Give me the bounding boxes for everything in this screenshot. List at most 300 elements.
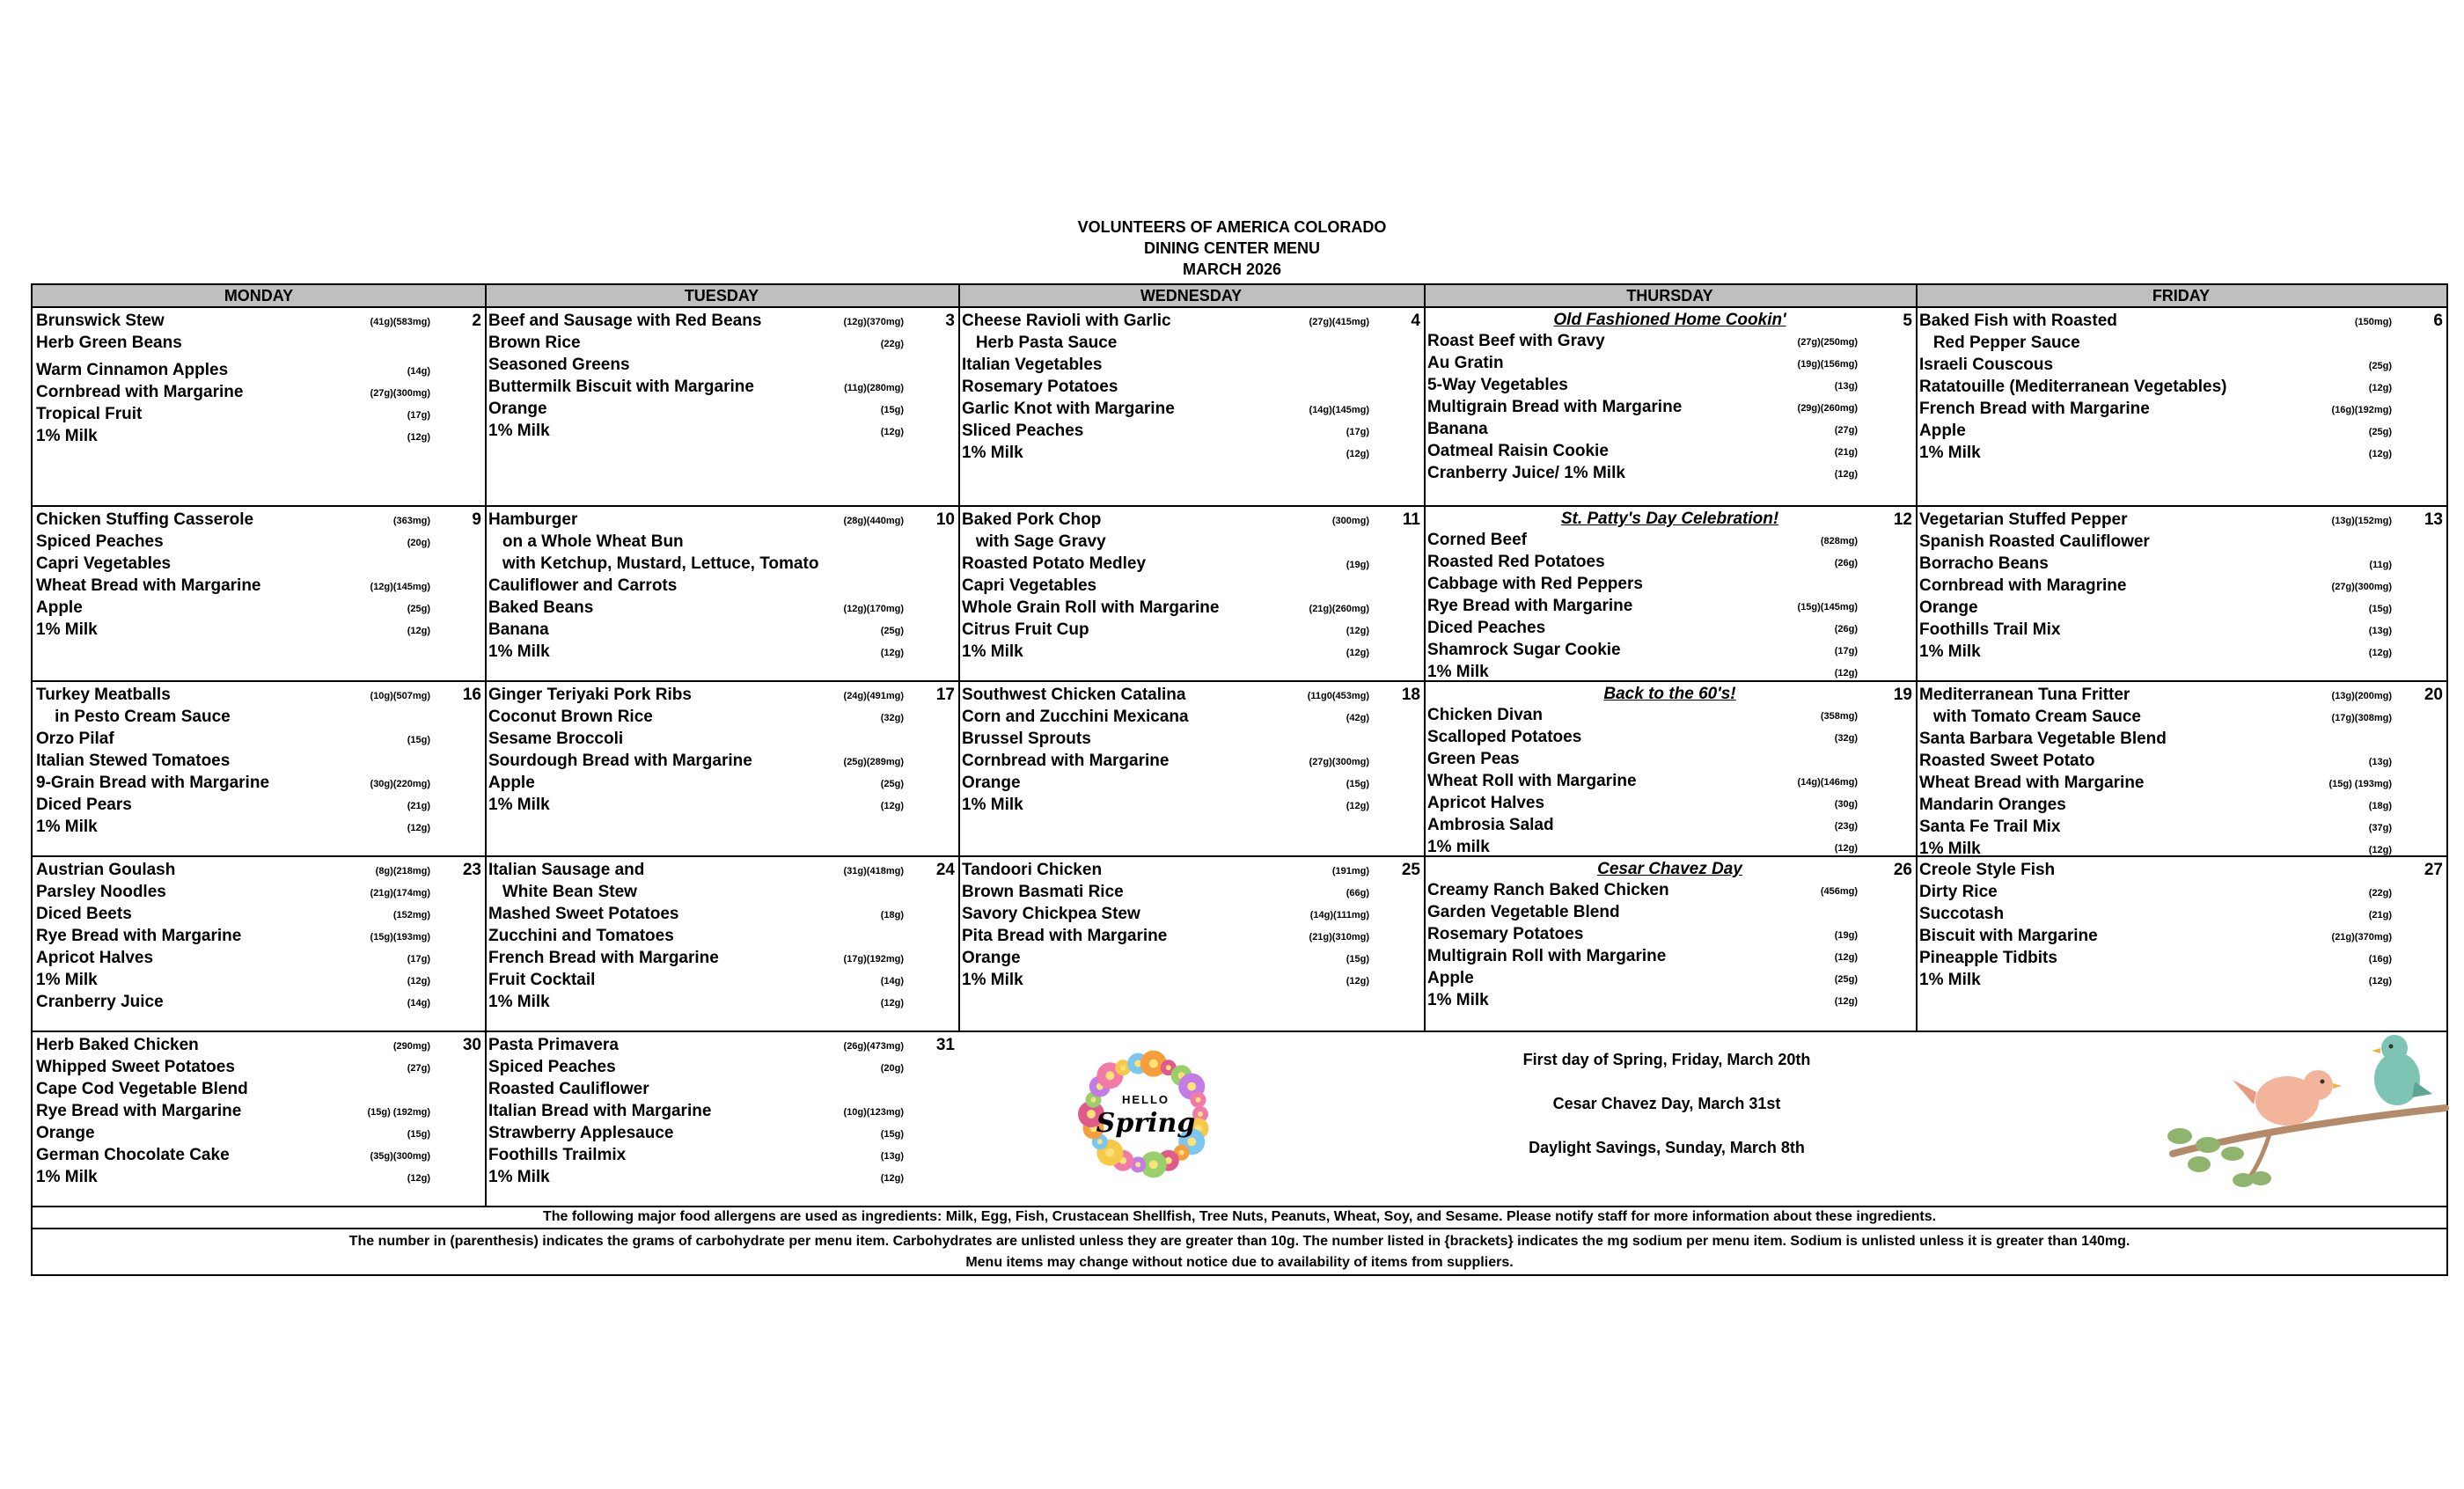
nutrition-info: (15g) (193mg)	[2328, 779, 2392, 789]
menu-item: Herb Pasta Sauce	[962, 334, 1118, 352]
nutrition-info: (13g)(152mg)	[2331, 516, 2392, 526]
nutrition-info: (26g)	[1834, 558, 1858, 568]
menu-cell	[1916, 308, 2446, 505]
menu-item: Pasta Primavera	[488, 1036, 619, 1054]
menu-item: Cornbread with Margarine	[962, 752, 1170, 770]
menu-item: Multigrain Bread with Margarine	[1427, 398, 1683, 416]
nutrition-info: (25g)	[880, 779, 904, 789]
menu-item: Baked Fish with Roasted	[1919, 312, 2117, 330]
menu-item: with Sage Gravy	[962, 532, 1106, 551]
menu-item: Hamburger	[488, 510, 578, 529]
day-number: 16	[462, 686, 481, 704]
menu-cell	[485, 1032, 958, 1206]
nutrition-info: (12g)	[407, 976, 430, 987]
day-header-tuesday: TUESDAY	[684, 287, 759, 304]
menu-item: Turkey Meatballs	[36, 686, 171, 704]
menu-cell	[1424, 857, 1916, 1031]
menu-item: Brunswick Stew	[36, 312, 165, 330]
nutrition-info: (18g)	[2368, 801, 2392, 811]
nutrition-info: (12g)	[1834, 843, 1858, 854]
menu-item: Apple	[1427, 969, 1474, 987]
carb-note: The number in (parenthesis) indicates the grams of carbohydrate per menu item. Carbohydrates are unlisted unless they are greater than 10g. The number listed in {brackets} indicates the mg sodium per menu item. Sodium is unlisted unless it is greater than 140mg.	[348, 1234, 2130, 1249]
menu-item: Rye Bread with Margarine	[36, 1102, 242, 1120]
day-number: 23	[462, 861, 481, 879]
menu-item: 1% Milk	[36, 620, 98, 639]
menu-month: MARCH 2026	[1182, 260, 1282, 278]
menu-item: Corn and Zucchini Mexicana	[962, 708, 1189, 726]
birds-on-branch-icon	[2164, 1031, 2454, 1193]
nutrition-info: (27g)(250mg)	[1797, 337, 1858, 348]
nutrition-info: (41g)(583mg)	[370, 317, 430, 327]
menu-item: 1% Milk	[1919, 444, 1981, 462]
menu-item: Cauliflower and Carrots	[488, 576, 678, 595]
day-header-row	[33, 285, 2446, 308]
nutrition-info: (25g)	[880, 626, 904, 636]
menu-item: Green Peas	[1427, 750, 1520, 768]
nutrition-info: (12g)(145mg)	[370, 582, 430, 592]
calendar-notes	[958, 1031, 2446, 1206]
nutrition-info: (15g)(193mg)	[370, 932, 430, 943]
menu-item: Borracho Beans	[1919, 554, 2049, 573]
menu-item: Cheese Ravioli with Garlic	[962, 312, 1171, 330]
nutrition-info: (21g)(310mg)	[1309, 932, 1369, 943]
nutrition-info: (28g)(440mg)	[843, 516, 904, 526]
special-day-title: Cesar Chavez Day	[1597, 860, 1742, 878]
menu-item: Pineapple Tidbits	[1919, 949, 2057, 967]
menu-item: Whole Grain Roll with Margarine	[962, 598, 1220, 617]
menu-item: Diced Pears	[36, 796, 132, 814]
menu-item: 1% Milk	[36, 427, 98, 445]
menu-item: Italian Vegetables	[962, 356, 1103, 374]
day-number: 27	[2424, 861, 2443, 879]
nutrition-info: (358mg)	[1820, 711, 1858, 722]
menu-item: Beef and Sausage with Red Beans	[488, 312, 762, 330]
day-number: 6	[2433, 312, 2443, 330]
day-number: 12	[1893, 510, 1912, 529]
org-name: VOLUNTEERS OF AMERICA COLORADO	[1077, 218, 1387, 236]
nutrition-info: (25g)(289mg)	[843, 757, 904, 767]
nutrition-info: (21g)(260mg)	[1309, 604, 1369, 614]
menu-item: Brown Basmati Rice	[962, 883, 1124, 901]
nutrition-info: (20g)	[407, 538, 430, 548]
menu-item: Creamy Ranch Baked Chicken	[1427, 881, 1669, 899]
menu-item: Scalloped Potatoes	[1427, 728, 1582, 746]
nutrition-info: (12g)	[1346, 648, 1369, 658]
menu-item: 1% Milk	[1919, 971, 1981, 989]
menu-item: 1% Milk	[488, 642, 550, 661]
day-number: 2	[472, 312, 481, 330]
menu-item: Succotash	[1919, 905, 2005, 923]
menu-item: Chicken Stuffing Casserole	[36, 510, 254, 529]
menu-item: Cabbage with Red Peppers	[1427, 575, 1643, 593]
menu-item: in Pesto Cream Sauce	[36, 708, 231, 726]
nutrition-info: (15g)	[407, 735, 430, 745]
menu-item: Tropical Fruit	[36, 405, 143, 423]
menu-item: Cornbread with Margarine	[36, 383, 244, 401]
menu-item: Au Gratin	[1427, 354, 1504, 372]
menu-item: Apple	[488, 774, 535, 792]
day-number: 18	[1401, 686, 1420, 704]
nutrition-info: (15g)(145mg)	[1797, 602, 1858, 612]
menu-item: 1% Milk	[962, 444, 1023, 462]
menu-item: 1% Milk	[962, 796, 1023, 814]
menu-item: Capri Vegetables	[962, 576, 1097, 595]
nutrition-info: (22g)	[880, 339, 904, 349]
menu-item: Wheat Bread with Margarine	[1919, 774, 2145, 792]
menu-item: Buttermilk Biscuit with Margarine	[488, 378, 754, 396]
menu-cell	[958, 857, 1424, 1031]
menu-item: 9-Grain Bread with Margarine	[36, 774, 270, 792]
day-number: 10	[935, 510, 955, 529]
nutrition-info: (15g) (192mg)	[367, 1107, 430, 1118]
nutrition-info: (25g)	[1834, 974, 1858, 985]
nutrition-info: (27g)	[1834, 425, 1858, 436]
nutrition-info: (14g)(111mg)	[1309, 910, 1369, 921]
menu-cell	[958, 682, 1424, 855]
menu-item: Sourdough Bread with Margarine	[488, 752, 752, 770]
nutrition-info: (29g)(260mg)	[1797, 403, 1858, 414]
nutrition-info: (26g)	[1834, 624, 1858, 634]
menu-item: Cornbread with Maragrine	[1919, 576, 2127, 595]
nutrition-info: (15g)	[1346, 954, 1369, 965]
menu-item: Diced Beets	[36, 905, 132, 923]
menu-item: Herb Baked Chicken	[36, 1036, 199, 1054]
nutrition-info: (12g)	[2368, 449, 2392, 459]
nutrition-info: (32g)	[1834, 733, 1858, 744]
nutrition-info: (15g)	[880, 405, 904, 415]
note-line: First day of Spring, Friday, March 20th	[1522, 1051, 1811, 1068]
nutrition-info: (300mg)	[1331, 516, 1369, 526]
day-number: 9	[472, 510, 481, 529]
menu-item: 1% milk	[1427, 838, 1490, 855]
nutrition-info: (21g)(174mg)	[370, 888, 430, 899]
nutrition-info: (27g)(300mg)	[370, 388, 430, 399]
note-line: Daylight Savings, Sunday, March 8th	[1529, 1139, 1805, 1156]
carbohydrate-sodium-notice	[33, 1231, 2446, 1273]
menu-item: Ambrosia Salad	[1427, 816, 1554, 834]
menu-item: on a Whole Wheat Bun	[488, 532, 684, 551]
allergen-notice: The following major food allergens are used as ingredients: Milk, Egg, Fish, Crustacean Shellfish, Tree Nuts, Peanuts, Wheat, Soy, and Sesame. Please notify staff for more information about these ingredients.	[542, 1209, 1937, 1224]
menu-item: Banana	[1427, 420, 1488, 438]
special-day-title: Back to the 60's!	[1603, 685, 1736, 703]
menu-item: with Tomato Cream Sauce	[1919, 708, 2141, 726]
day-header-thursday: THURSDAY	[1626, 287, 1713, 304]
nutrition-info: (12g)	[880, 998, 904, 1009]
nutrition-info: (12g)	[880, 801, 904, 811]
menu-title: DINING CENTER MENU	[1143, 239, 1320, 257]
nutrition-info: (20g)	[880, 1063, 904, 1074]
menu-item: Mediterranean Tuna Fritter	[1919, 686, 2130, 704]
menu-cell	[1916, 682, 2446, 855]
nutrition-info: (14g)	[407, 366, 430, 377]
nutrition-info: (13g)	[880, 1151, 904, 1162]
menu-item: Spiced Peaches	[36, 532, 164, 551]
menu-item: Citrus Fruit Cup	[962, 620, 1089, 639]
day-number: 3	[945, 312, 955, 330]
nutrition-info: (13g)	[1834, 381, 1858, 392]
nutrition-info: (12g)	[880, 1173, 904, 1184]
menu-item: Cape Cod Vegetable Blend	[36, 1080, 248, 1098]
nutrition-info: (17g)(308mg)	[2331, 713, 2392, 723]
menu-item: 1% Milk	[488, 1168, 550, 1186]
menu-item: Baked Beans	[488, 598, 594, 617]
day-number: 20	[2424, 686, 2443, 704]
nutrition-info: (27g)(415mg)	[1309, 317, 1369, 327]
menu-item: Herb Green Beans	[36, 334, 182, 352]
nutrition-info: (13g)(200mg)	[2331, 691, 2392, 701]
menu-item: Italian Sausage and	[488, 861, 645, 879]
nutrition-info: (12g)	[1346, 449, 1369, 459]
nutrition-info: (15g)	[880, 1129, 904, 1140]
nutrition-info: (15g)	[2368, 604, 2392, 614]
menu-item: 1% Milk	[36, 818, 98, 836]
nutrition-info: (19g)	[1346, 560, 1369, 570]
nutrition-info: (12g)	[2368, 648, 2392, 658]
nutrition-info: (37g)	[2368, 823, 2392, 833]
nutrition-info: (10g)(507mg)	[370, 691, 430, 701]
menu-item: 1% Milk	[488, 993, 550, 1011]
nutrition-info: (14g)	[880, 976, 904, 987]
nutrition-info: (12g)	[880, 648, 904, 658]
menu-item: 1% Milk	[488, 422, 550, 440]
menu-item: Roast Beef with Gravy	[1427, 332, 1605, 350]
nutrition-info: (10g)(123mg)	[843, 1107, 904, 1118]
nutrition-info: (24g)(491mg)	[843, 691, 904, 701]
day-header-monday: MONDAY	[224, 287, 294, 304]
footer-divider	[33, 1228, 2446, 1229]
nutrition-info: (14g)	[407, 998, 430, 1009]
menu-item: Italian Stewed Tomatoes	[36, 752, 231, 770]
menu-item: Austrian Goulash	[36, 861, 176, 879]
menu-item: Orange	[962, 949, 1021, 967]
day-number: 31	[935, 1036, 955, 1054]
menu-change-note: Menu items may change without notice due to availability of items from suppliers.	[965, 1255, 1514, 1270]
nutrition-info: (12g)	[407, 1173, 430, 1184]
menu-item: French Bread with Margarine	[1919, 400, 2150, 418]
menu-item: Apricot Halves	[1427, 794, 1545, 812]
nutrition-info: (30g)	[1834, 799, 1858, 810]
menu-item: Seasoned Greens	[488, 356, 630, 374]
nutrition-info: (828mg)	[1820, 536, 1858, 546]
nutrition-info: (12g)	[407, 626, 430, 636]
menu-item: Tandoori Chicken	[962, 861, 1103, 879]
menu-item: Brown Rice	[488, 334, 581, 352]
menu-item: Strawberry Applesauce	[488, 1124, 674, 1142]
menu-item: Coconut Brown Rice	[488, 708, 653, 726]
menu-item: Wheat Roll with Margarine	[1427, 772, 1637, 790]
menu-item: Spanish Roasted Cauliflower	[1919, 532, 2150, 551]
menu-item: French Bread with Margarine	[488, 949, 719, 967]
nutrition-info: (150mg)	[2354, 317, 2392, 327]
nutrition-info: (32g)	[880, 713, 904, 723]
nutrition-info: (42g)	[1346, 713, 1369, 723]
nutrition-info: (18g)	[880, 910, 904, 921]
nutrition-info: (12g)	[1834, 469, 1858, 480]
nutrition-info: (66g)	[1346, 888, 1369, 899]
menu-item: Oatmeal Raisin Cookie	[1427, 442, 1609, 460]
nutrition-info: (12g)(170mg)	[843, 604, 904, 614]
menu-item: 1% Milk	[488, 796, 550, 814]
menu-item: Fruit Cocktail	[488, 971, 596, 989]
menu-item: Orange	[962, 774, 1021, 792]
menu-item: Diced Peaches	[1427, 619, 1546, 637]
menu-item: Parsley Noodles	[36, 883, 166, 901]
nutrition-info: (363mg)	[392, 516, 430, 526]
day-number: 30	[462, 1036, 481, 1054]
nutrition-info: (27g)(300mg)	[1309, 757, 1369, 767]
menu-item: Vegetarian Stuffed Pepper	[1919, 510, 2128, 529]
menu-item: Apricot Halves	[36, 949, 154, 967]
menu-cell	[485, 308, 958, 505]
nutrition-info: (152mg)	[392, 910, 430, 921]
nutrition-info: (15g)	[407, 1129, 430, 1140]
nutrition-info: (31g)(418mg)	[843, 866, 904, 877]
menu-item: German Chocolate Cake	[36, 1146, 230, 1164]
menu-item: Orange	[36, 1124, 95, 1142]
nutrition-info: (35g)(300mg)	[370, 1151, 430, 1162]
nutrition-info: (12g)	[407, 823, 430, 833]
menu-item: Shamrock Sugar Cookie	[1427, 641, 1621, 659]
menu-cell	[1424, 507, 1916, 680]
nutrition-info: (12g)	[407, 432, 430, 443]
nutrition-info: (21g)	[1834, 447, 1858, 458]
menu-calendar	[31, 283, 2448, 1276]
menu-item: Roasted Sweet Potato	[1919, 752, 2095, 770]
menu-cell	[485, 857, 958, 1031]
nutrition-info: (12g)	[2368, 845, 2392, 855]
nutrition-info: (12g)	[1346, 801, 1369, 811]
nutrition-info: (21g)	[407, 801, 430, 811]
menu-item: Santa Fe Trail Mix	[1919, 818, 2061, 836]
menu-item: Wheat Bread with Margarine	[36, 576, 261, 595]
menu-item: Mandarin Oranges	[1919, 796, 2066, 814]
menu-item: Apple	[36, 598, 83, 617]
nutrition-info: (23g)	[1834, 821, 1858, 832]
nutrition-info: (191mg)	[1331, 866, 1369, 877]
nutrition-info: (16g)(192mg)	[2331, 405, 2392, 415]
menu-item: Red Pepper Sauce	[1919, 334, 2080, 352]
menu-cell	[958, 507, 1424, 680]
menu-item: Roasted Red Potatoes	[1427, 553, 1605, 571]
menu-item: Creole Style Fish	[1919, 861, 2056, 879]
nutrition-info: (14g)(145mg)	[1309, 405, 1369, 415]
nutrition-info: (12g)	[880, 427, 904, 437]
nutrition-info: (11g)(280mg)	[844, 383, 904, 393]
menu-item: Italian Bread with Margarine	[488, 1102, 712, 1120]
nutrition-info: (11g0(453mg)	[1307, 691, 1369, 701]
menu-item: Ginger Teriyaki Pork Ribs	[488, 686, 692, 704]
menu-item: Warm Cinnamon Apples	[36, 361, 229, 379]
menu-item: Sesame Broccoli	[488, 730, 624, 748]
menu-cell	[1424, 682, 1916, 855]
menu-cell	[485, 507, 958, 680]
menu-cell	[33, 308, 485, 505]
nutrition-info: (27g)	[407, 1063, 430, 1074]
menu-cell	[1424, 308, 1916, 505]
menu-item: 1% Milk	[1919, 840, 1981, 855]
day-number: 17	[935, 686, 955, 704]
menu-item: Apple	[1919, 422, 1966, 440]
menu-item: Brussel Sprouts	[962, 730, 1091, 748]
menu-item: Ratatouille (Mediterranean Vegetables)	[1919, 378, 2227, 396]
menu-item: Pita Bread with Margarine	[962, 927, 1168, 945]
nutrition-info: (14g)(146mg)	[1797, 777, 1858, 788]
menu-item: Garlic Knot with Margarine	[962, 400, 1175, 418]
menu-item: Rye Bread with Margarine	[36, 927, 242, 945]
menu-item: Foothills Trailmix	[488, 1146, 627, 1164]
nutrition-info: (17g)	[407, 954, 430, 965]
nutrition-info: (290mg)	[392, 1041, 430, 1052]
menu-item: Southwest Chicken Catalina	[962, 686, 1186, 704]
day-header-friday: FRIDAY	[2152, 287, 2211, 304]
menu-item: Garden Vegetable Blend	[1427, 903, 1620, 921]
menu-cell	[1916, 857, 2446, 1031]
menu-item: Foothills Trail Mix	[1919, 620, 2061, 639]
menu-item: 1% Milk	[962, 642, 1023, 661]
nutrition-info: (21g)	[2368, 910, 2392, 921]
day-number: 19	[1893, 686, 1912, 704]
menu-item: 5-Way Vegetables	[1427, 376, 1568, 394]
menu-item: Capri Vegetables	[36, 554, 172, 573]
menu-cell	[485, 682, 958, 855]
nutrition-info: (19g)(156mg)	[1797, 359, 1858, 370]
menu-item: Orzo Pilaf	[36, 730, 114, 748]
menu-cell	[33, 1032, 485, 1206]
menu-item: Rosemary Potatoes	[1427, 925, 1584, 943]
menu-item: Savory Chickpea Stew	[962, 905, 1140, 923]
nutrition-info: (27g)(300mg)	[2331, 582, 2392, 592]
special-day-title: Old Fashioned Home Cookin'	[1553, 311, 1786, 329]
menu-item: 1% Milk	[36, 971, 98, 989]
menu-item: Cranberry Juice/ 1% Milk	[1427, 464, 1625, 482]
day-number: 24	[935, 861, 955, 879]
menu-item: Cranberry Juice	[36, 993, 164, 1011]
menu-item: Mashed Sweet Potatoes	[488, 905, 679, 923]
nutrition-info: (25g)	[407, 604, 430, 614]
note-line: Cesar Chavez Day, March 31st	[1552, 1095, 1781, 1112]
day-header-wednesday: WEDNESDAY	[1140, 287, 1243, 304]
day-number: 5	[1903, 312, 1912, 330]
nutrition-info: (15g)	[1346, 779, 1369, 789]
menu-item: Spiced Peaches	[488, 1058, 616, 1076]
nutrition-info: (456mg)	[1820, 886, 1858, 897]
day-number: 26	[1893, 861, 1912, 879]
menu-item: Whipped Sweet Potatoes	[36, 1058, 235, 1076]
special-day-title: St. Patty's Day Celebration!	[1560, 510, 1779, 528]
menu-item: Chicken Divan	[1427, 706, 1543, 724]
nutrition-info: (13g)	[2368, 757, 2392, 767]
nutrition-info: (25g)	[2368, 427, 2392, 437]
nutrition-info: (17g)	[1834, 646, 1858, 656]
menu-item: Orange	[1919, 598, 1978, 617]
day-number: 11	[1402, 510, 1420, 529]
menu-item: 1% Milk	[36, 1168, 98, 1186]
menu-item: Orange	[488, 400, 547, 418]
menu-item: Israeli Couscous	[1919, 356, 2054, 374]
menu-item: Zucchini and Tomatoes	[488, 927, 674, 945]
day-number: 25	[1401, 861, 1420, 879]
footer-divider	[33, 1206, 2446, 1207]
nutrition-info: (12g)	[1346, 976, 1369, 987]
menu-cell	[1916, 507, 2446, 680]
nutrition-info: (12g)	[1834, 996, 1858, 1007]
menu-item: Dirty Rice	[1919, 883, 1998, 901]
svg-text:Spring: Spring	[1096, 1108, 1196, 1139]
nutrition-info: (13g)	[2368, 626, 2392, 636]
menu-item: Santa Barbara Vegetable Blend	[1919, 730, 2167, 748]
menu-item: Banana	[488, 620, 549, 639]
menu-item: Corned Beef	[1427, 531, 1527, 549]
